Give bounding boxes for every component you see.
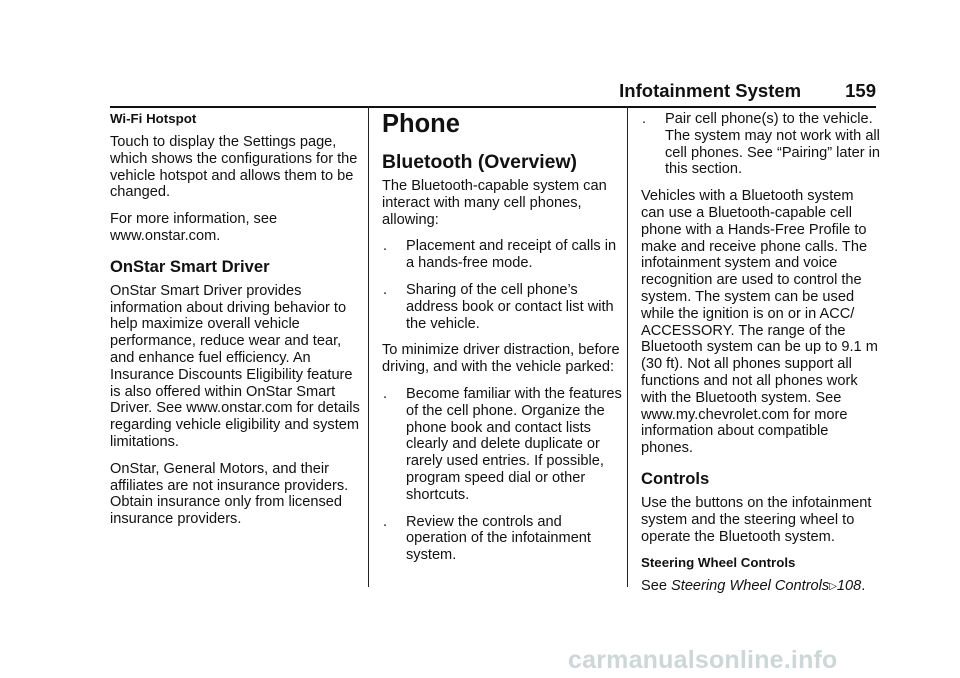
- list-item: [382, 238, 622, 272]
- list-item: [382, 514, 622, 564]
- column-divider-1: [368, 106, 369, 587]
- bullet-mark: .: [383, 281, 388, 298]
- column-1: [110, 108, 360, 538]
- bullet-mark: .: [383, 385, 388, 402]
- heading-wifi-hotspot: Wi-Fi Hotspot: [110, 111, 197, 126]
- paragraph-bt-intro: The Bluetooth-capable system can interact with many cell phones, allowing:: [382, 178, 607, 228]
- paragraph-more-info: For more information, see www.onstar.com.: [110, 211, 278, 244]
- list-item: [382, 282, 622, 332]
- ref-page[interactable]: 108: [836, 578, 862, 595]
- ref-title[interactable]: Steering Wheel Controls: [671, 578, 830, 595]
- bullet-text: Placement and receipt of calls in a hands-free mode.: [406, 238, 617, 272]
- column-3: [641, 108, 881, 606]
- ref-see: See: [641, 578, 672, 595]
- section-title: Infotainment System: [619, 80, 802, 101]
- column-2: [382, 108, 622, 574]
- cross-reference: [641, 578, 881, 596]
- column-divider-2: [627, 106, 628, 587]
- ref-end: .: [861, 578, 866, 595]
- bullet-text: Review the controls and operation of the infotainment system.: [406, 513, 591, 564]
- page-number: 159: [845, 80, 876, 101]
- page-header: [560, 80, 876, 102]
- heading-phone: Phone: [382, 110, 460, 138]
- list-item: [382, 386, 622, 504]
- bullet-mark: .: [642, 111, 647, 127]
- paragraph-smart-driver: OnStar Smart Driver provides information about driving behavior to help maximize overall vehicle performance, reduce wear and tear, and enhance fuel efficiency. An Insurance Discounts Eligibility feature is also offered within OnStar Smart Driver. See www.onstar.com for details regarding vehicle eligibility and system limitations.: [110, 282, 360, 450]
- bullet-text: Pair cell phone(s) to the vehicle. The system may not work with all cell phones. See “Pairing” later in this section.: [665, 111, 880, 178]
- bullet-text: Sharing of the cell phone’s address book or contact list with the vehicle.: [406, 281, 614, 332]
- bullet-mark: .: [383, 513, 388, 530]
- bullet-mark: .: [383, 238, 388, 255]
- paragraph-insurance: OnStar, General Motors, and their affiliates are not insurance providers. Obtain insurance only from licensed insurance providers.: [110, 460, 349, 528]
- paragraph-wifi: Touch to display the Settings page, which shows the configurations for the vehicle hotspot and allows them to be changed.: [110, 134, 358, 201]
- heading-smart-driver: OnStar Smart Driver: [110, 256, 270, 276]
- heading-bluetooth-overview: Bluetooth (Overview): [382, 151, 578, 173]
- paragraph-minimize: To minimize driver distraction, before driving, and with the vehicle parked:: [382, 342, 620, 376]
- page-ref-icon: ▷: [829, 581, 837, 593]
- paragraph-vehicles-bluetooth: Vehicles with a Bluetooth system can use a Bluetooth-capable cell phone with a Hands-Free Profile to make and receive phone calls. The infotainment system and voice recognition are used to control the system. The system can be used while the ignition is on or in ACC/ ACCESSORY. The range of the Bluetooth system can be up to 9.1 m (30 ft). Not all phones support all functions and not all phones work with the Bluetooth system. See www.my.chevrolet.com for more information about compatible phones.: [641, 188, 878, 457]
- bullet-text: Become familiar with the features of the cell phone. Organize the phone book and contact lists clearly and delete duplicate or rarely used entries. If possible, program speed dial or other shortcuts.: [406, 385, 622, 503]
- list-item: [641, 111, 881, 178]
- paragraph-controls: Use the buttons on the infotainment system and the steering wheel to operate the Bluetooth system.: [641, 494, 872, 545]
- heading-steering-wheel-controls: Steering Wheel Controls: [641, 555, 796, 571]
- heading-controls: Controls: [641, 468, 710, 488]
- watermark: carmanualsonline.info: [568, 646, 838, 674]
